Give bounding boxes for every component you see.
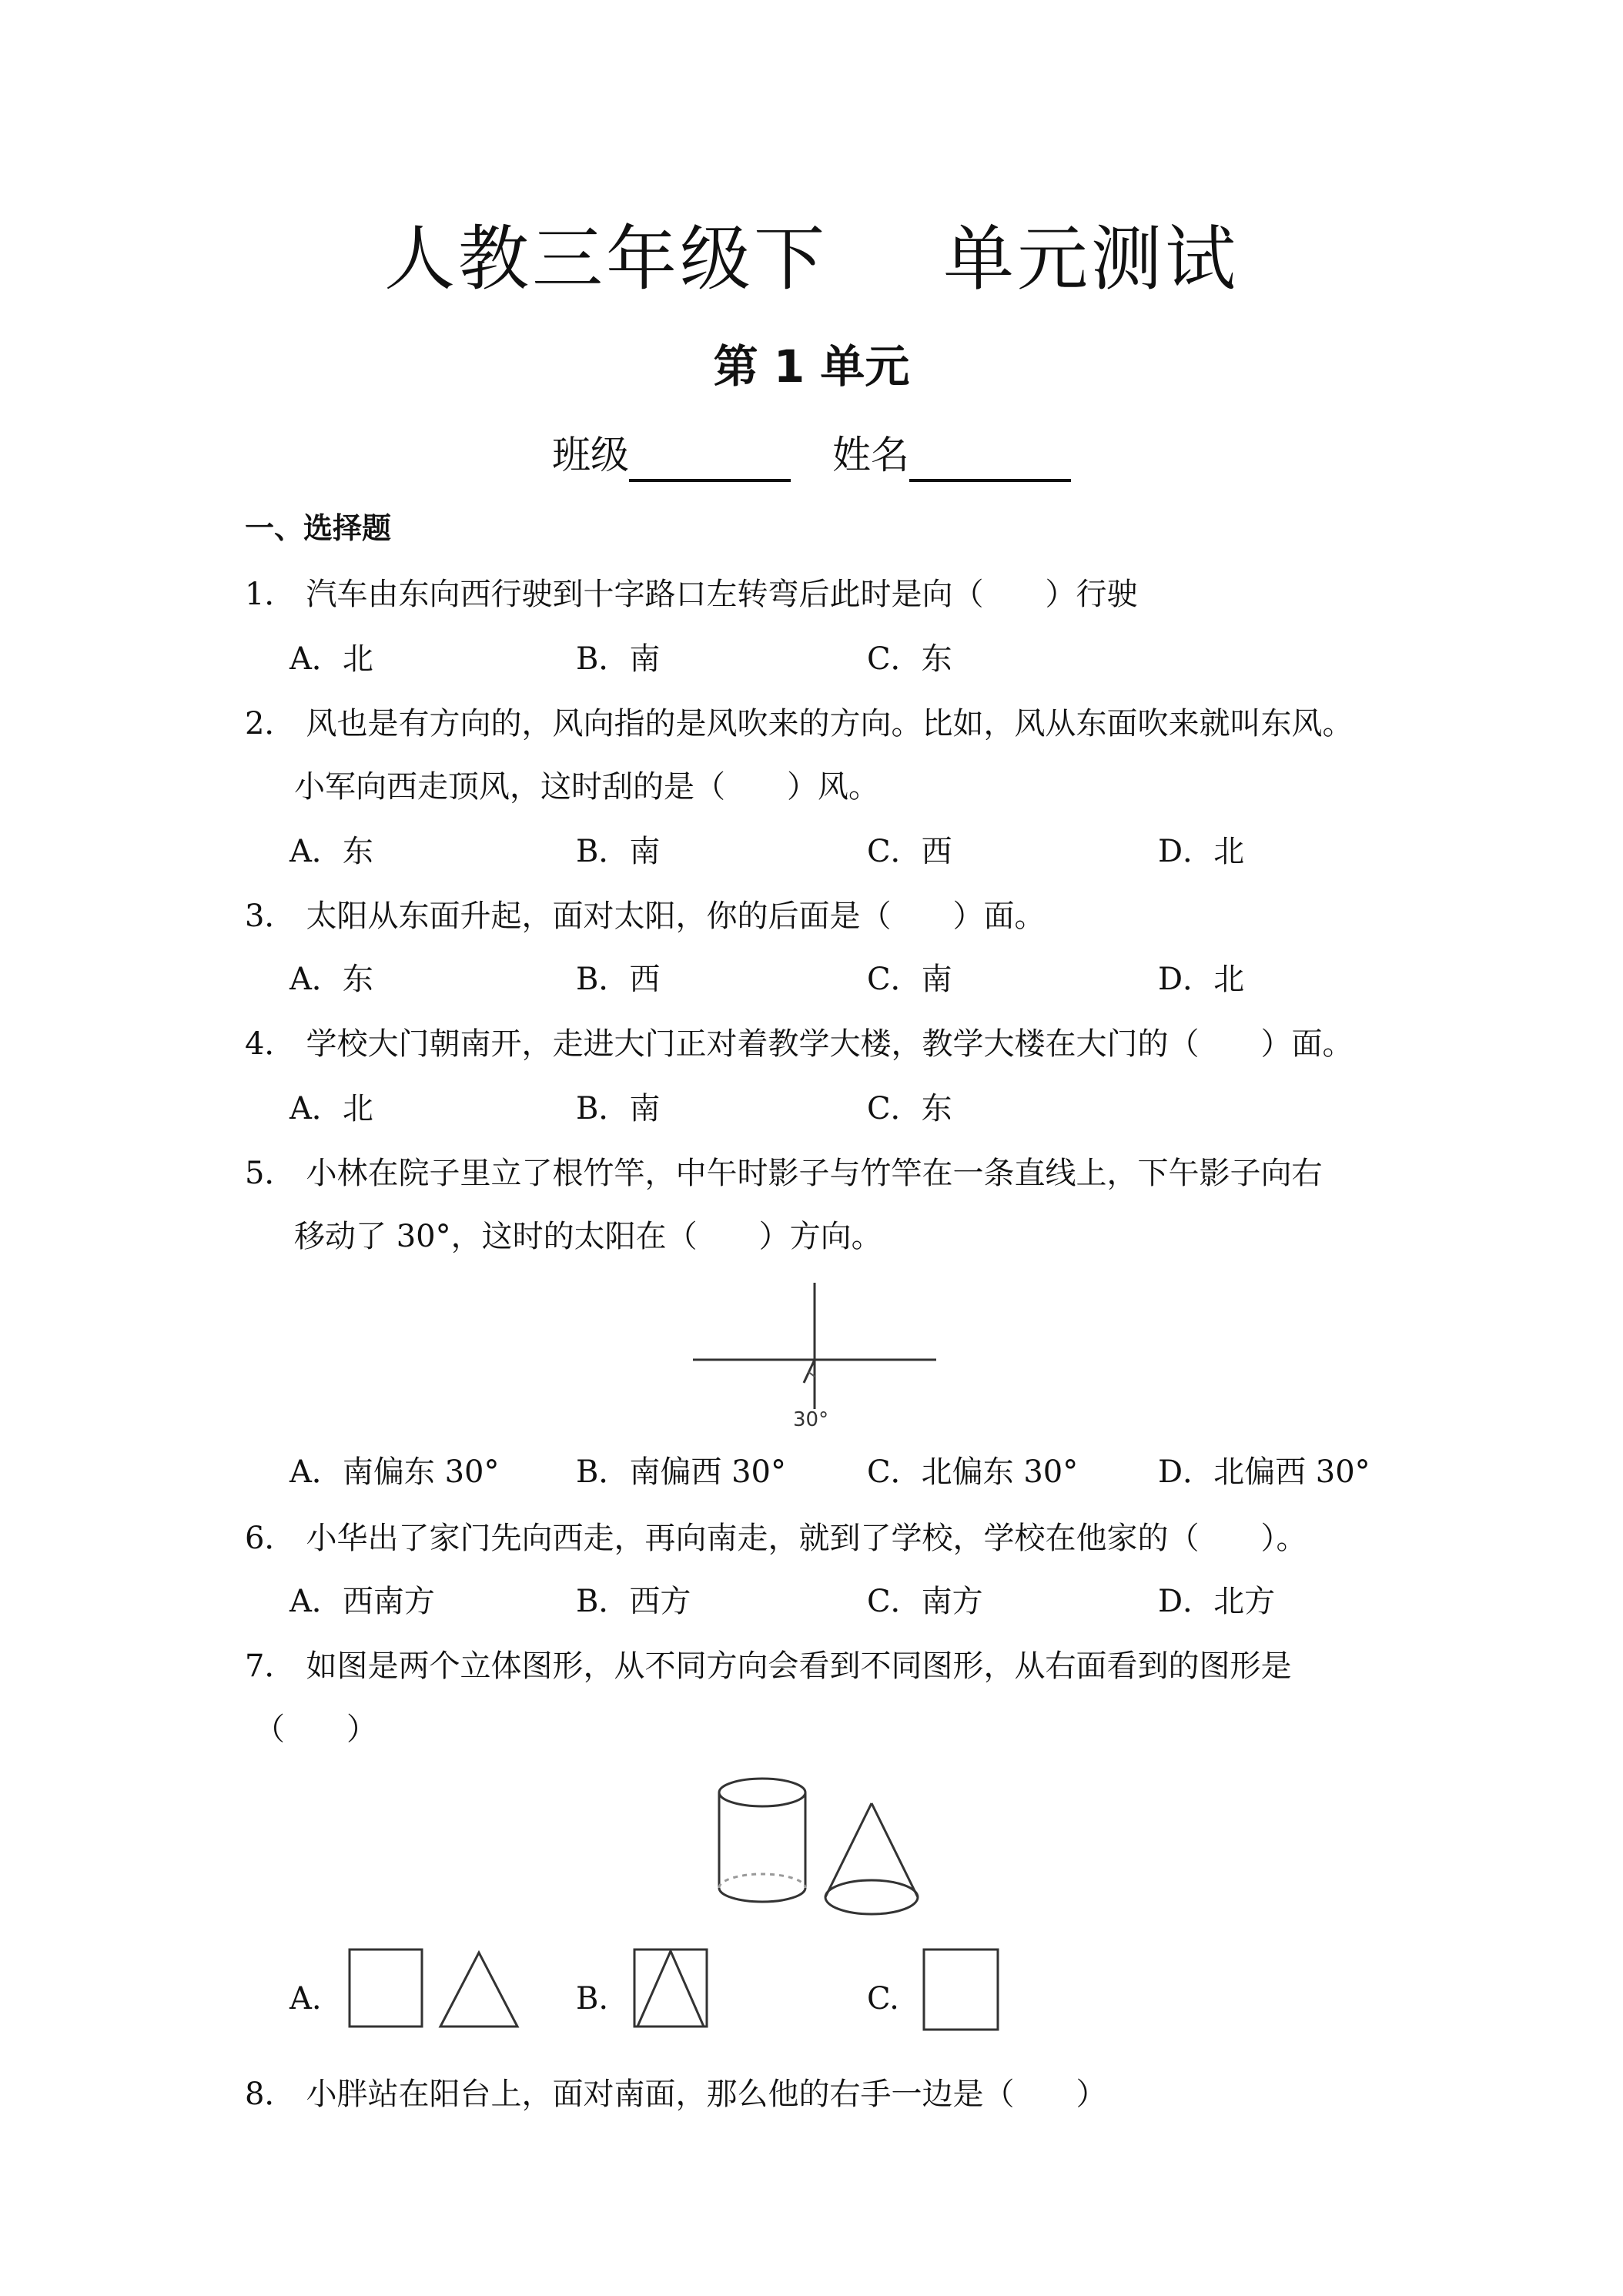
name-blank[interactable] bbox=[909, 436, 1071, 482]
question-text: 小胖站在阳台上，面对南面，那么他的右手一边是（ ） bbox=[306, 2077, 1107, 2112]
title-left: 人教三年级下 bbox=[383, 218, 828, 300]
q7-option-b-label[interactable]: B. bbox=[576, 1981, 609, 2017]
question-3 bbox=[245, 893, 1045, 939]
question-6 bbox=[245, 1515, 1307, 1561]
question-number: 1． bbox=[245, 577, 296, 612]
section-title: 一、选择题 bbox=[245, 511, 392, 545]
question-number: 3． bbox=[245, 899, 296, 934]
q6-option-c[interactable]: C．南方 bbox=[867, 1584, 983, 1619]
shadow-line bbox=[804, 1360, 815, 1383]
question-text: 风也是有方向的，风向指的是风吹来的方向。比如，风从东面吹来就叫东风。 bbox=[306, 706, 1354, 741]
q5-option-d[interactable]: D．北偏西 30° bbox=[1158, 1454, 1370, 1490]
question-number: 8． bbox=[245, 2077, 296, 2112]
triangle-shape bbox=[440, 1953, 517, 2027]
q7-option-c-label[interactable]: C. bbox=[867, 1981, 899, 2017]
unit-subtitle: 第 1 单元 bbox=[713, 340, 910, 393]
q6-option-d[interactable]: D．北方 bbox=[1158, 1584, 1276, 1619]
inner-triangle-shape bbox=[637, 1951, 704, 2027]
question-number: 4． bbox=[245, 1026, 296, 1062]
square-shape bbox=[634, 1950, 707, 2027]
q2-option-d[interactable]: D．北 bbox=[1158, 834, 1245, 869]
q4-option-c[interactable]: C．东 bbox=[867, 1091, 952, 1126]
question-number: 2． bbox=[245, 706, 296, 741]
question-1 bbox=[245, 571, 1137, 618]
q2-option-c[interactable]: C．西 bbox=[867, 834, 952, 869]
square-shape bbox=[924, 1950, 998, 2030]
name-label: 姓名 bbox=[832, 433, 909, 477]
question-text: 小华出了家门先向西走，再向南走，就到了学校，学校在他家的（ ）。 bbox=[306, 1521, 1307, 1556]
question-text: 学校大门朝南开，走进大门正对着教学大楼，教学大楼在大门的（ ）面。 bbox=[306, 1026, 1354, 1062]
solids-figure bbox=[708, 1771, 939, 1925]
q4-option-b[interactable]: B．南 bbox=[576, 1091, 661, 1126]
q5-option-b[interactable]: B．南偏西 30° bbox=[576, 1454, 787, 1490]
student-info bbox=[0, 428, 1623, 482]
q1-option-a[interactable]: A．北 bbox=[289, 641, 373, 677]
question-number: 6． bbox=[245, 1521, 296, 1556]
question-2-line-2: 小军向西走顶风，这时刮的是（ ）风。 bbox=[294, 769, 879, 805]
question-4 bbox=[245, 1021, 1353, 1067]
title-right: 单元测试 bbox=[943, 218, 1240, 300]
question-text: 太阳从东面升起，面对太阳，你的后面是（ ）面。 bbox=[306, 899, 1046, 934]
q7-option-a-figure[interactable] bbox=[346, 1946, 531, 2031]
angle-label: 30° bbox=[793, 1408, 829, 1431]
q3-option-c[interactable]: C．南 bbox=[867, 962, 952, 997]
question-number: 7． bbox=[245, 1648, 296, 1684]
cone-figure bbox=[825, 1803, 918, 1914]
q5-option-a[interactable]: A．南偏东 30° bbox=[289, 1454, 500, 1490]
question-7-line-2: （ ） bbox=[254, 1712, 377, 1747]
q1-option-b[interactable]: B．南 bbox=[576, 641, 661, 677]
question-2 bbox=[245, 701, 1353, 747]
q6-option-b[interactable]: B．西方 bbox=[576, 1584, 691, 1619]
class-label: 班级 bbox=[552, 433, 629, 477]
q6-option-a[interactable]: A．西南方 bbox=[289, 1584, 435, 1619]
class-blank[interactable] bbox=[629, 436, 791, 482]
q3-option-d[interactable]: D．北 bbox=[1158, 962, 1245, 997]
q5-option-c[interactable]: C．北偏东 30° bbox=[867, 1454, 1079, 1490]
cylinder-figure bbox=[719, 1779, 805, 1902]
question-text: 如图是两个立体图形，从不同方向会看到不同图形，从右面看到的图形是 bbox=[306, 1648, 1292, 1684]
square-shape bbox=[350, 1950, 422, 2027]
question-7 bbox=[245, 1643, 1291, 1689]
question-5-line-2: 移动了 30°，这时的太阳在（ ）方向。 bbox=[294, 1219, 882, 1254]
q7-option-b-figure[interactable] bbox=[631, 1946, 716, 2031]
question-8 bbox=[245, 2071, 1106, 2117]
question-text: 汽车由东向西行驶到十字路口左转弯后此时是向（ ）行驶 bbox=[306, 577, 1138, 612]
q7-option-a-label[interactable]: A. bbox=[289, 1981, 322, 2017]
q2-option-b[interactable]: B．南 bbox=[576, 834, 661, 869]
page-title bbox=[0, 217, 1623, 302]
shadow-angle-figure bbox=[678, 1278, 955, 1440]
question-number: 5． bbox=[245, 1156, 296, 1191]
q1-option-c[interactable]: C．东 bbox=[867, 641, 952, 677]
q7-option-c-figure[interactable] bbox=[921, 1946, 1006, 2033]
q2-option-a[interactable]: A．东 bbox=[289, 834, 373, 869]
q3-option-b[interactable]: B．西 bbox=[576, 962, 661, 997]
q4-option-a[interactable]: A．北 bbox=[289, 1091, 373, 1126]
question-text: 小林在院子里立了根竹竿，中午时影子与竹竿在一条直线上，下午影子向右 bbox=[306, 1156, 1323, 1191]
q3-option-a[interactable]: A．东 bbox=[289, 962, 373, 997]
question-5 bbox=[245, 1150, 1322, 1197]
